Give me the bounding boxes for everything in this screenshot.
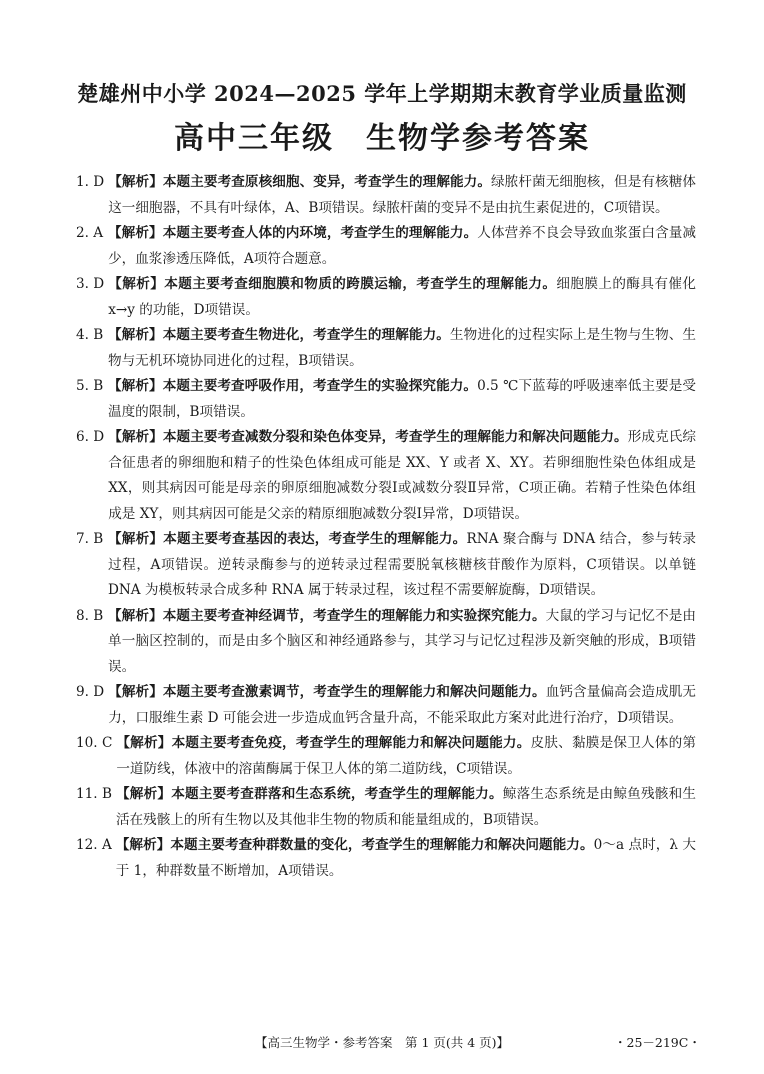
answer-number: 8. B bbox=[76, 607, 104, 624]
answer-item-6 bbox=[76, 425, 696, 527]
answer-number: 5. B bbox=[76, 378, 104, 394]
analysis-detail: 绿脓杆菌无细胞核，但是有核糖体这一细胞器，不具有叶绿体，A、B项错误。绿脓杆菌的变异不是由抗生素促进的，C项错误。 bbox=[108, 174, 697, 216]
answer-number: 12. A bbox=[76, 837, 112, 853]
analysis-tag: 【解析】 bbox=[108, 684, 163, 700]
answer-key-title: 高中三年级 生物学参考答案 bbox=[174, 121, 590, 156]
analysis-detail: 人体营养不良会导致血浆蛋白含量减少，血浆渗透压降低，A项符合题意。 bbox=[108, 225, 697, 267]
answer-number: 3. D bbox=[76, 276, 105, 292]
answer-number: 11. B bbox=[76, 786, 112, 802]
answer-item-3 bbox=[76, 272, 696, 323]
analysis-detail: 生物进化的过程实际上是生物与生物、生物与无机环境协同进化的过程，B项错误。 bbox=[108, 327, 697, 369]
answer-number: 10. C bbox=[76, 735, 113, 751]
answer-number: 7. B bbox=[76, 531, 104, 547]
paper-code: ・25－219C・ bbox=[614, 1035, 701, 1050]
analysis-detail: 大鼠的学习与记忆不是由单一脑区控制的，而是由多个脑区和神经通路参与，其学习与记忆过程涉及新突触的形成，B项错误。 bbox=[108, 607, 697, 675]
analysis-summary: 本题主要考查神经调节，考查学生的理解能力和实验探究能力。 bbox=[162, 607, 546, 624]
answer-item-7 bbox=[76, 527, 696, 604]
answer-list bbox=[76, 170, 696, 884]
analysis-summary: 本题主要考查细胞膜和物质的跨膜运输，考查学生的理解能力。 bbox=[164, 276, 557, 292]
answer-number: 9. D bbox=[76, 684, 105, 700]
analysis-tag: 【解析】 bbox=[116, 735, 172, 751]
analysis-detail: 0～a 点时，λ 大于 1，种群数量不断增加，A项错误。 bbox=[115, 837, 697, 879]
analysis-detail: 血钙含量偏高会造成肌无力，口服维生素 D 可能会进一步造成血钙含量升高，不能采取此方案对此进行治疗，D项错误。 bbox=[108, 684, 697, 726]
answer-number: 4. B bbox=[76, 327, 104, 343]
answer-item-10 bbox=[76, 731, 696, 782]
answer-item-4 bbox=[76, 323, 696, 374]
answer-item-11 bbox=[76, 782, 696, 833]
analysis-tag: 【解析】 bbox=[108, 378, 163, 394]
page-footer: 【高三生物学・参考答案 第 1 页(共 4 页)】 bbox=[255, 1035, 510, 1050]
answer-item-1 bbox=[76, 170, 696, 221]
analysis-tag: 【解析】 bbox=[108, 607, 163, 624]
analysis-detail: 形成克氏综合征患者的卵细胞和精子的性染色体组成可能是 XX、Y 或者 X、XY。若卵细胞性染色体组成是 XX，则其病因可能是母亲的卵原细胞减数分裂Ⅰ或减数分裂Ⅱ异常，C项正确。若精子性染色体组成是 XY，则其病因可能是父亲的精原细胞减数分裂Ⅰ异常，D项错误。 bbox=[108, 429, 697, 522]
answer-item-12 bbox=[76, 833, 696, 884]
analysis-tag: 【解析】 bbox=[108, 276, 165, 292]
analysis-summary: 本题主要考查生物进化，考查学生的理解能力。 bbox=[162, 327, 450, 343]
analysis-summary: 本题主要考查激素调节，考查学生的理解能力和解决问题能力。 bbox=[162, 684, 546, 700]
answer-item-5 bbox=[76, 374, 696, 425]
analysis-summary: 本题主要考查种群数量的变化，考查学生的理解能力和解决问题能力。 bbox=[170, 837, 594, 853]
analysis-tag: 【解析】 bbox=[115, 786, 172, 802]
analysis-summary: 本题主要考查人体的内环境，考查学生的理解能力。 bbox=[162, 225, 478, 241]
analysis-detail: 细胞膜上的酶具有催化 x→y 的功能，D项错误。 bbox=[108, 276, 697, 318]
analysis-tag: 【解析】 bbox=[108, 429, 163, 445]
analysis-summary: 本题主要考查群落和生态系统，考查学生的理解能力。 bbox=[171, 786, 503, 802]
answer-number: 6. D bbox=[76, 429, 105, 445]
analysis-summary: 本题主要考查免疫，考查学生的理解能力和解决问题能力。 bbox=[171, 735, 531, 751]
analysis-detail: 0.5 ℃下蓝莓的呼吸速率低主要是受温度的限制，B项错误。 bbox=[108, 378, 696, 420]
analysis-detail: 皮肤、黏膜是保卫人体的第一道防线，体液中的溶菌酶属于保卫人体的第二道防线，C项错误。 bbox=[116, 735, 697, 777]
answer-item-9 bbox=[76, 680, 696, 731]
analysis-summary: 本题主要考查减数分裂和染色体变异，考查学生的理解能力和解决问题能力。 bbox=[162, 429, 628, 445]
analysis-summary: 本题主要考查原核细胞、变异，考查学生的理解能力。 bbox=[162, 174, 492, 190]
analysis-summary: 本题主要考查基因的表达，考查学生的理解能力。 bbox=[163, 531, 467, 547]
exam-title: 楚雄州中小学 2024—2025 学年上学期期末教育学业质量监测 bbox=[77, 81, 687, 106]
answer-item-2 bbox=[76, 221, 696, 272]
answer-item-8 bbox=[76, 604, 696, 681]
analysis-detail: RNA 聚合酶与 DNA 结合，参与转录过程，A项错误。逆转录酶参与的逆转录过程需要脱氧核糖核苷酸作为原料，C项错误。以单链 DNA 为模板转录合成多种 RNA 属于转录过程，该过程不需要解旋酶，D项错误。 bbox=[108, 531, 697, 598]
analysis-tag: 【解析】 bbox=[108, 225, 163, 241]
analysis-detail: 鲸落生态系统是由鲸鱼残骸和生活在残骸上的所有生物以及其他非生物的物质和能量组成的，B项错误。 bbox=[115, 786, 697, 828]
analysis-summary: 本题主要考查呼吸作用，考查学生的实验探究能力。 bbox=[162, 378, 478, 394]
analysis-tag: 【解析】 bbox=[108, 174, 163, 190]
answer-number: 1. D bbox=[76, 174, 105, 190]
analysis-tag: 【解析】 bbox=[108, 531, 164, 547]
analysis-tag: 【解析】 bbox=[108, 327, 163, 343]
analysis-tag: 【解析】 bbox=[115, 837, 171, 853]
answer-number: 2. A bbox=[76, 225, 104, 241]
